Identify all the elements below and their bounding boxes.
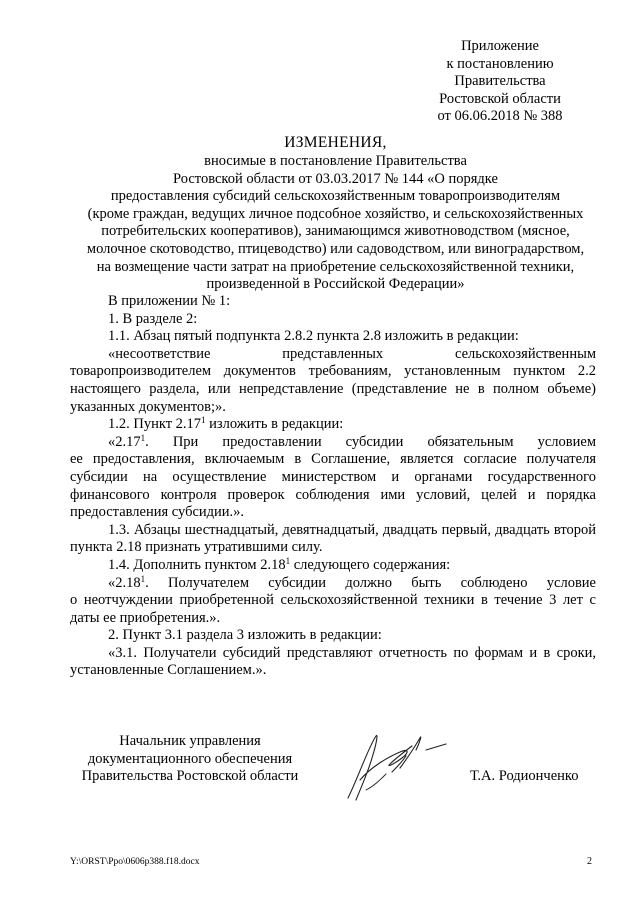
position-line: документационного обеспечения [87,750,293,767]
position-line: Начальник управления [119,733,261,749]
footer-file-path: Y:\ORST\Ppo\0606p388.f18.docx [70,857,200,867]
handwritten-signature [330,728,460,808]
annex-line: Приложение [461,38,539,54]
text-fragment: изложить в редакции: [205,416,344,433]
doc-title: ИЗМЕНЕНИЯ, [284,134,387,151]
paragraph [70,416,596,434]
paragraph: 1.1. Абзац пятый подпункта 2.8.2 пункта 2.8 изложить в редакции: [108,328,519,345]
paragraph [70,434,596,452]
text-fragment: «2.18 [108,574,141,591]
paragraph: «несоответствие представленных сельскохозяйственным [108,345,596,362]
annex-line: к постановлению [446,55,554,72]
text-fragment: . При предоставлении субсидии обязательным условием [145,433,596,450]
subtitle-line: на возмещение части затрат на приобретение сельскохозяйственной техники, [96,258,575,275]
superscript: 1 [140,432,146,443]
superscript: 1 [140,573,146,584]
paragraph: товаропроизводителем документов требованиям, установленным пунктом 2.2 настоящего раздела, или непредставление (представление не в полном объеме) указанных документов;». [70,363,596,415]
annex-line: Правительства [454,73,546,89]
text-fragment: 1.2. Пункт 2.17 [108,416,202,433]
text-fragment: следующего содержания: [290,556,451,573]
annex-line: Ростовской области [439,90,561,107]
subtitle-line: (кроме граждан, ведущих личное подсобное хозяйство, и сельскохозяйственных [87,205,584,222]
subtitle-line: произведенной в Российской Федерации» [206,276,465,293]
paragraph [70,575,596,593]
page-number: 2 [587,856,592,867]
subtitle-line: предоставления субсидий сельскохозяйственным товаропроизводителям [110,188,561,205]
document-body [70,293,596,680]
superscript: 1 [285,555,291,566]
text-fragment: . Получателем субсидии должно быть соблюдено условие [145,574,596,591]
position-line: Правительства Ростовской области [81,768,299,784]
annex-line: от 06.06.2018 № 388 [437,108,563,124]
subtitle-line: потребительских кооперативов), занимающимся животноводством (мясное, [101,223,570,240]
paragraph [70,557,596,575]
paragraph: «3.1. Получатели субсидий представляют отчетность по формам и в сроки, установленные Соглашением.». [70,644,596,679]
paragraph: В приложении № 1: [108,293,231,309]
subtitle-line: Ростовской области от 03.03.2017 № 144 «О порядке [173,170,498,187]
subtitle-line: молочное скотоводство, птицеводство) или садоводством, или виноградарством, [86,240,585,257]
paragraph: 1. В разделе 2: [108,310,198,327]
paragraph: ее предоставления, включаемым в Соглашение, является согласие получателя субсидии на осуществление министерством и органами государственного финансового контроля проверок соблюдения ими условий, целей и порядка предоставления субсидии.». [70,451,596,521]
paragraph: о неотчуждении приобретенной сельскохозяйственной техники в течение 3 лет с даты ее приобретения.». [70,592,596,626]
text-fragment: «2.17 [108,433,141,450]
document-heading [70,133,601,294]
paragraph: 1.3. Абзацы шестнадцатый, девятнадцатый, двадцать первый, двадцать второй пункта 2.18 признать утратившими силу. [70,521,596,556]
superscript: 1 [201,415,206,426]
text-fragment: 1.4. Дополнить пунктом 2.18 [108,556,286,573]
signatory-name: Т.А. Родионченко [470,768,579,784]
signatory-position [70,733,310,786]
paragraph: 2. Пункт 3.1 раздела 3 изложить в редакции: [108,627,382,644]
subtitle-line: вносимые в постановление Правительства [204,153,467,169]
annex-header [410,38,590,126]
